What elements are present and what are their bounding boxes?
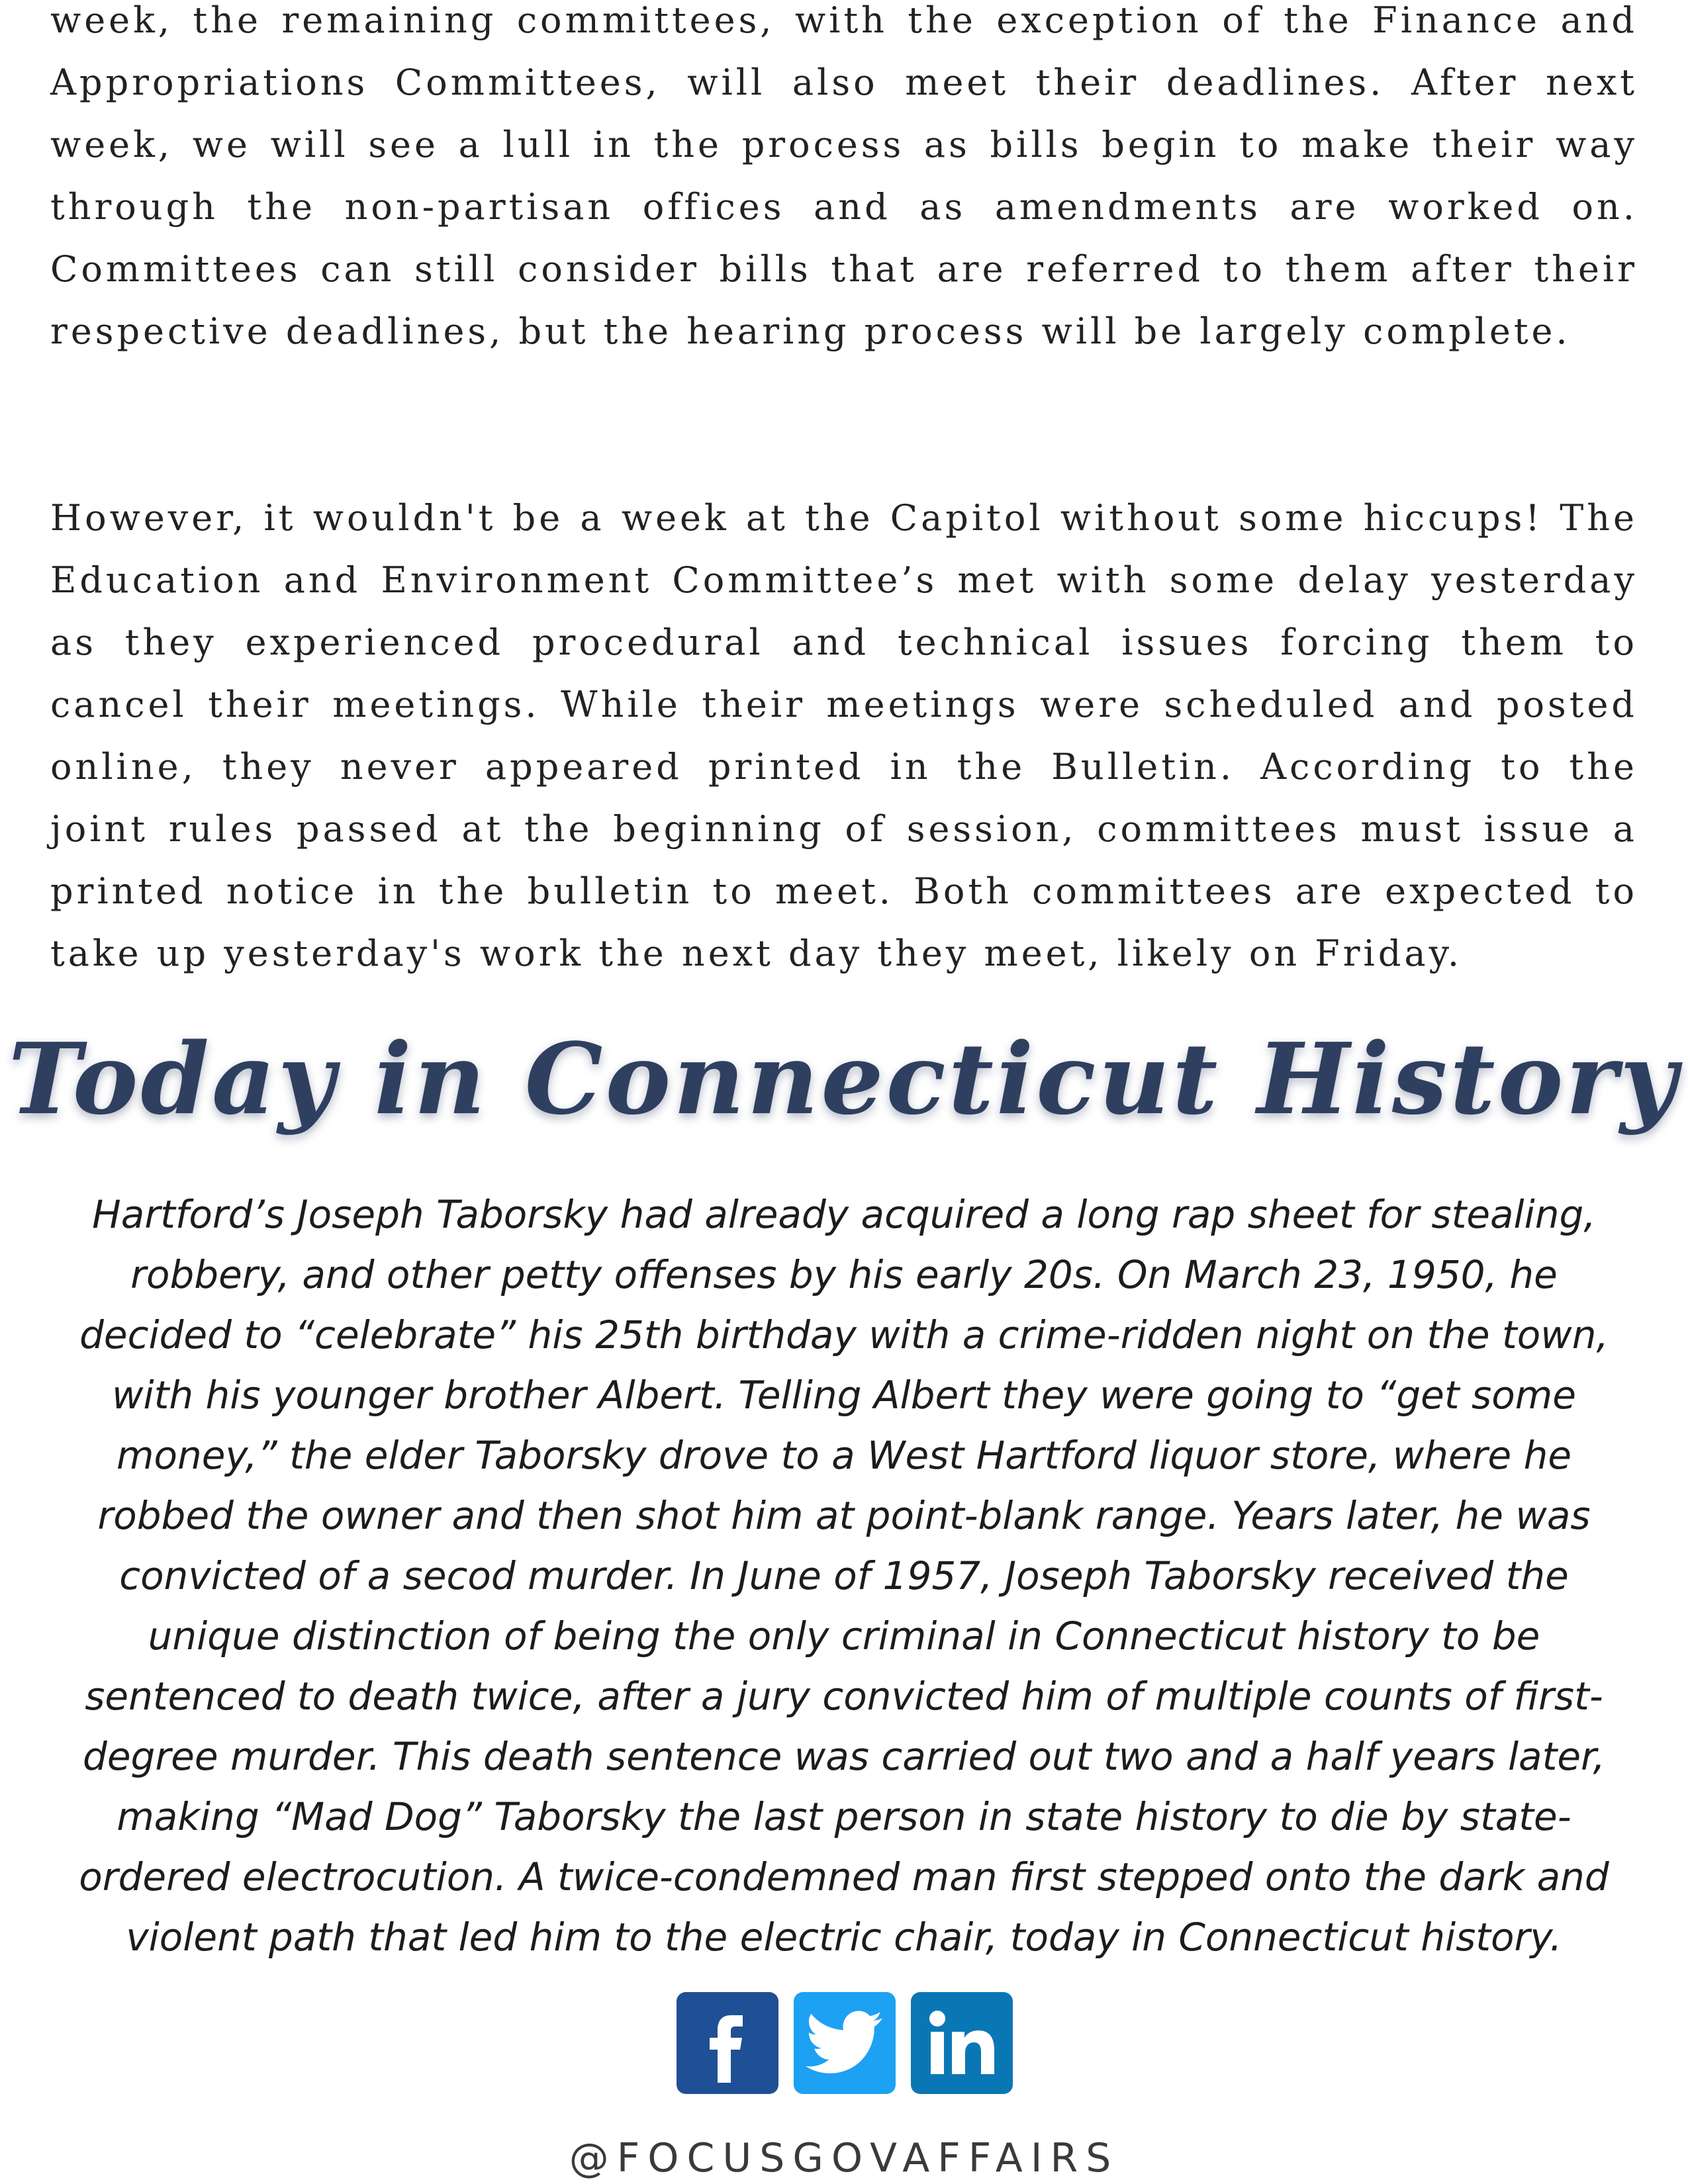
history-section-title: Today in Connecticut History <box>8 1021 1680 1136</box>
body-paragraph-deadlines: week, the remaining committees, with the exception of the Finance and Appropriations Committees, will also meet their deadlines. After next week, we will see a lull in the process as bills begin to make their way through the non-partisan offices and as amendments are worked on. Committees can still consider bills that are referred to them after their respective deadlines, but the hearing process will be largely complete. <box>50 0 1638 352</box>
social-handle: @FOCUSGOVAFFAIRS <box>569 2135 1119 2181</box>
twitter-button[interactable] <box>794 1992 896 2094</box>
twitter-icon <box>806 2010 884 2076</box>
history-section-body: Hartford’s Joseph Taborsky had already acquired a long rap sheet for stealing, robbery, and other petty offenses by his early 20s. On March 23, 1950, he decided to “celebrate” his 25th birthday with a crime-ridden night on the town, with his younger brother Albert. Telling Albert they were going to “get some money,” the elder Taborsky drove to a West Hartford liquor store, where he robbed the owner and then shot him at point-blank range. Years later, he was convicted of a secod murder. In June of 1957, Joseph Taborsky received the unique distinction of being the only criminal in Connecticut history to be sentenced to death twice, after a jury convicted him of multiple counts of first-degree murder. This death sentence was carried out two and a half years later, making “Mad Dog” Taborsky the last person in state history to die by state-ordered electrocution. A twice-condemned man first stepped onto the dark and violent path that led him to the electric chair, today in Connecticut history. <box>79 1192 1609 1960</box>
linkedin-icon <box>925 2007 998 2079</box>
linkedin-button[interactable] <box>911 1992 1013 2094</box>
social-links <box>677 1992 1013 2094</box>
facebook-button[interactable] <box>677 1992 778 2094</box>
body-paragraph-hiccups: However, it wouldn't be a week at the Capitol without some hiccups! The Education and Environment Committee’s met with some delay yesterday as they experienced procedural and technical issues forcing them to cancel their meetings. While their meetings were scheduled and posted online, they never appeared printed in the Bulletin. According to the joint rules passed at the beginning of session, committees must issue a printed notice in the bulletin to meet. Both committees are expected to take up yesterday's work the next day they meet, likely on Friday. <box>50 497 1638 974</box>
facebook-icon <box>691 2003 764 2083</box>
